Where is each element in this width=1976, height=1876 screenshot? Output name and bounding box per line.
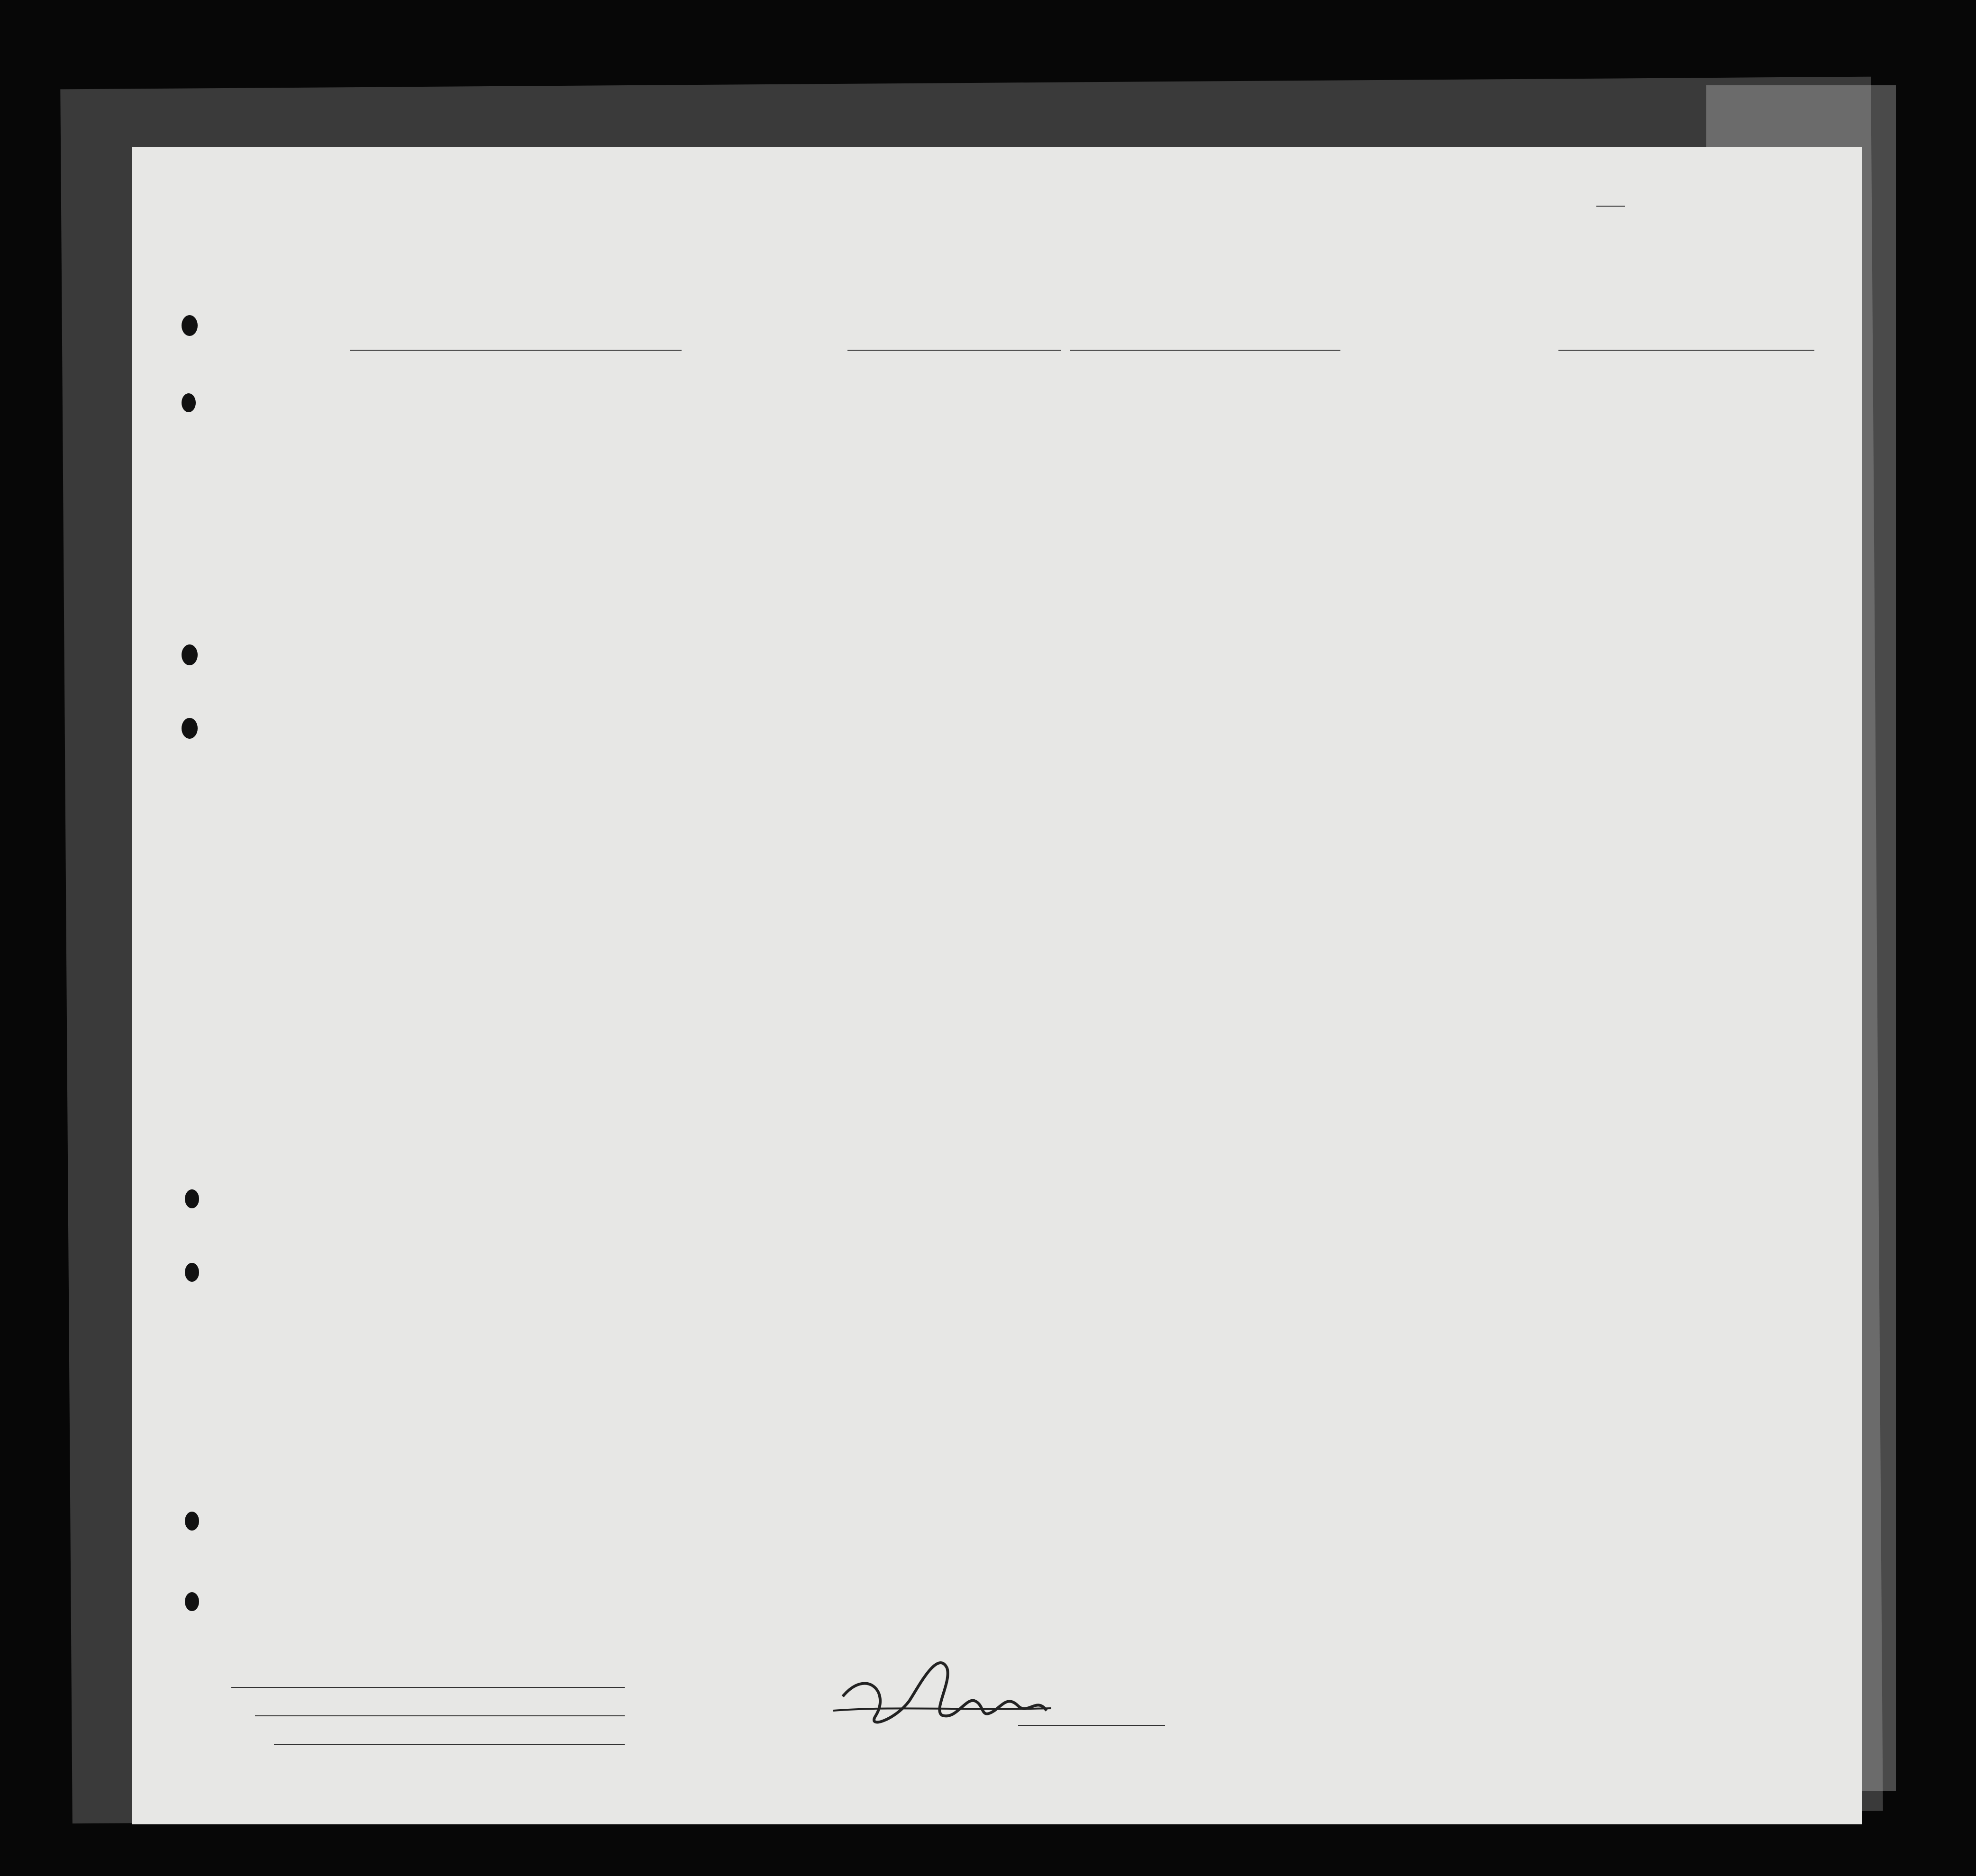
punch-hole <box>182 315 198 336</box>
punch-hole <box>182 393 196 412</box>
footer-line-rule <box>231 1687 625 1688</box>
punch-hole <box>185 1512 199 1531</box>
manifest-page <box>132 147 1862 1824</box>
punch-hole <box>182 644 198 665</box>
inspector-rule <box>1018 1725 1165 1726</box>
footer-agents-rule <box>274 1744 625 1745</box>
punch-hole <box>185 1263 199 1282</box>
punch-hole <box>182 718 198 739</box>
inspector-signature <box>824 1640 1070 1734</box>
table-grid <box>132 147 1862 1824</box>
footer-owners-rule <box>255 1715 625 1716</box>
punch-hole <box>185 1592 199 1611</box>
punch-hole <box>185 1189 199 1208</box>
